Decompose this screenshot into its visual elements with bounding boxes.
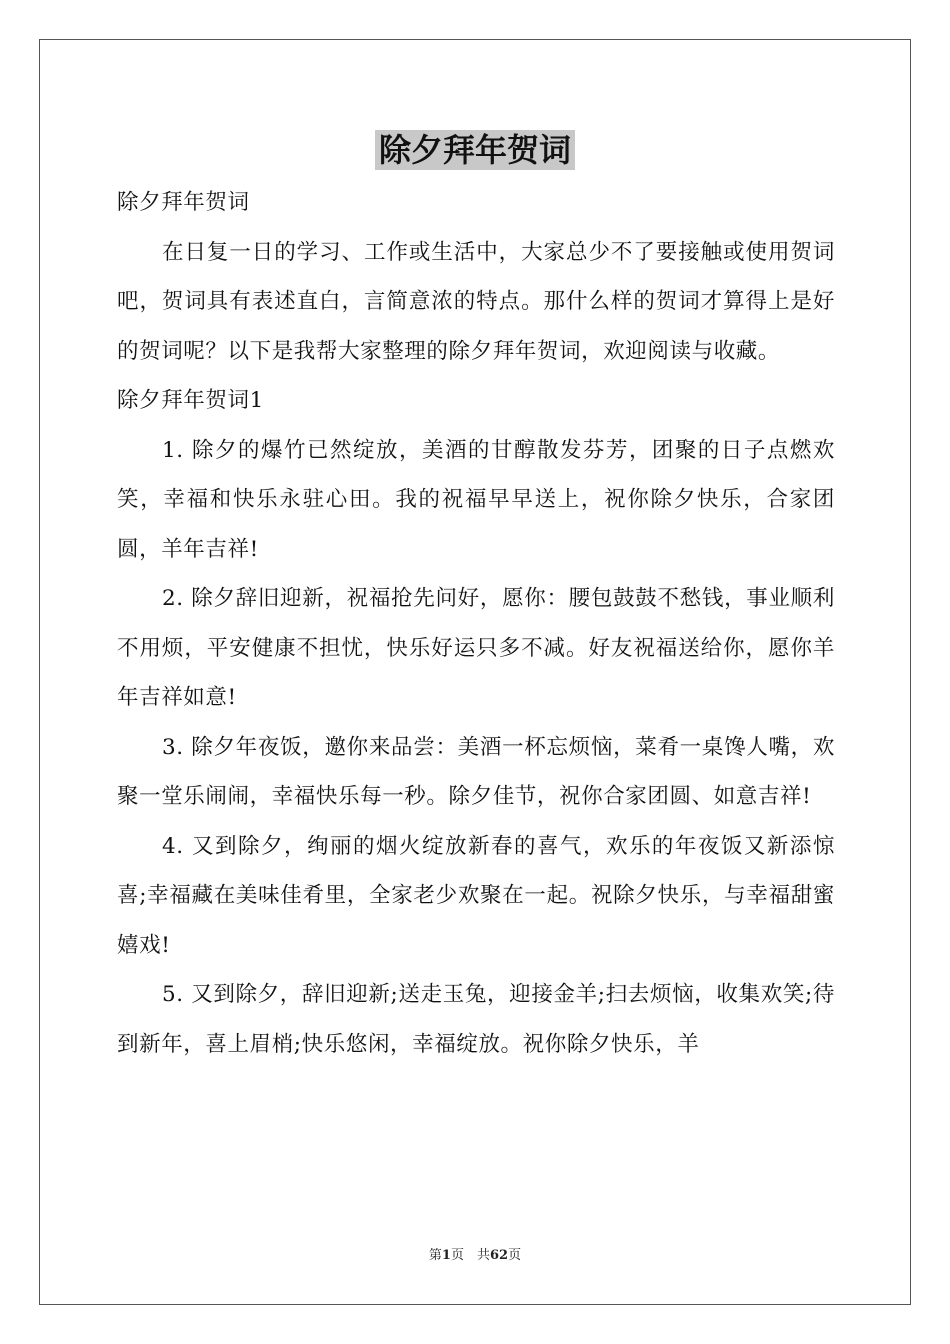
paragraph-subtitle: 除夕拜年贺词 (117, 190, 250, 215)
greeting-item-2: 2. 除夕辞旧迎新，祝福抢先问好，愿你：腰包鼓鼓不愁钱，事业顺利不用烦，平安健康不担忧，快乐好运只多不减。好友祝福送给你，愿你羊年吉祥如意! (117, 586, 835, 710)
greeting-item-1: 1. 除夕的爆竹已然绽放，美酒的甘醇散发芬芳，团聚的日子点燃欢笑，幸福和快乐永驻心田。我的祝福早早送上，祝你除夕快乐，合家团圆，羊年吉祥! (117, 437, 835, 562)
section-heading: 除夕拜年贺词1 (117, 388, 264, 413)
greeting-item-4: 4. 又到除夕，绚丽的烟火绽放新春的喜气，欢乐的年夜饭又新添惊喜;幸福藏在美味佳肴里，全家老少欢聚在一起。祝除夕快乐，与幸福甜蜜嬉戏! (117, 833, 835, 958)
current-page-number: 1 (441, 1248, 451, 1263)
total-pages-number: 62 (489, 1248, 509, 1263)
greeting-item-5: 5. 又到除夕，辞旧迎新;送走玉兔，迎接金羊;扫去烦恼，收集欢笑;待到新年，喜上眉梢;快乐悠闲，幸福绽放。祝你除夕快乐，羊 (117, 982, 835, 1057)
greeting-item-3: 3. 除夕年夜饭，邀你来品尝：美酒一杯忘烦恼，菜肴一桌馋人嘴，欢聚一堂乐闹闹，幸福快乐每一秒。除夕佳节，祝你合家团圆、如意吉祥! (117, 734, 835, 809)
page-footer (0, 1246, 950, 1266)
document-title (0, 128, 950, 172)
paragraph-intro: 在日复一日的学习、工作或生活中，大家总少不了要接触或使用贺词吧，贺词具有表述直白，言简意浓的特点。那什么样的贺词才算得上是好的贺词呢？以下是我帮大家整理的除夕拜年贺词，欢迎阅读与收藏。 (117, 239, 835, 364)
footer-middle: 页 共 (450, 1248, 490, 1263)
footer-suffix: 页 (508, 1248, 522, 1263)
document-title-text: 除夕拜年贺词 (375, 130, 575, 170)
footer-prefix: 第 (428, 1248, 442, 1263)
document-body (117, 178, 835, 1069)
